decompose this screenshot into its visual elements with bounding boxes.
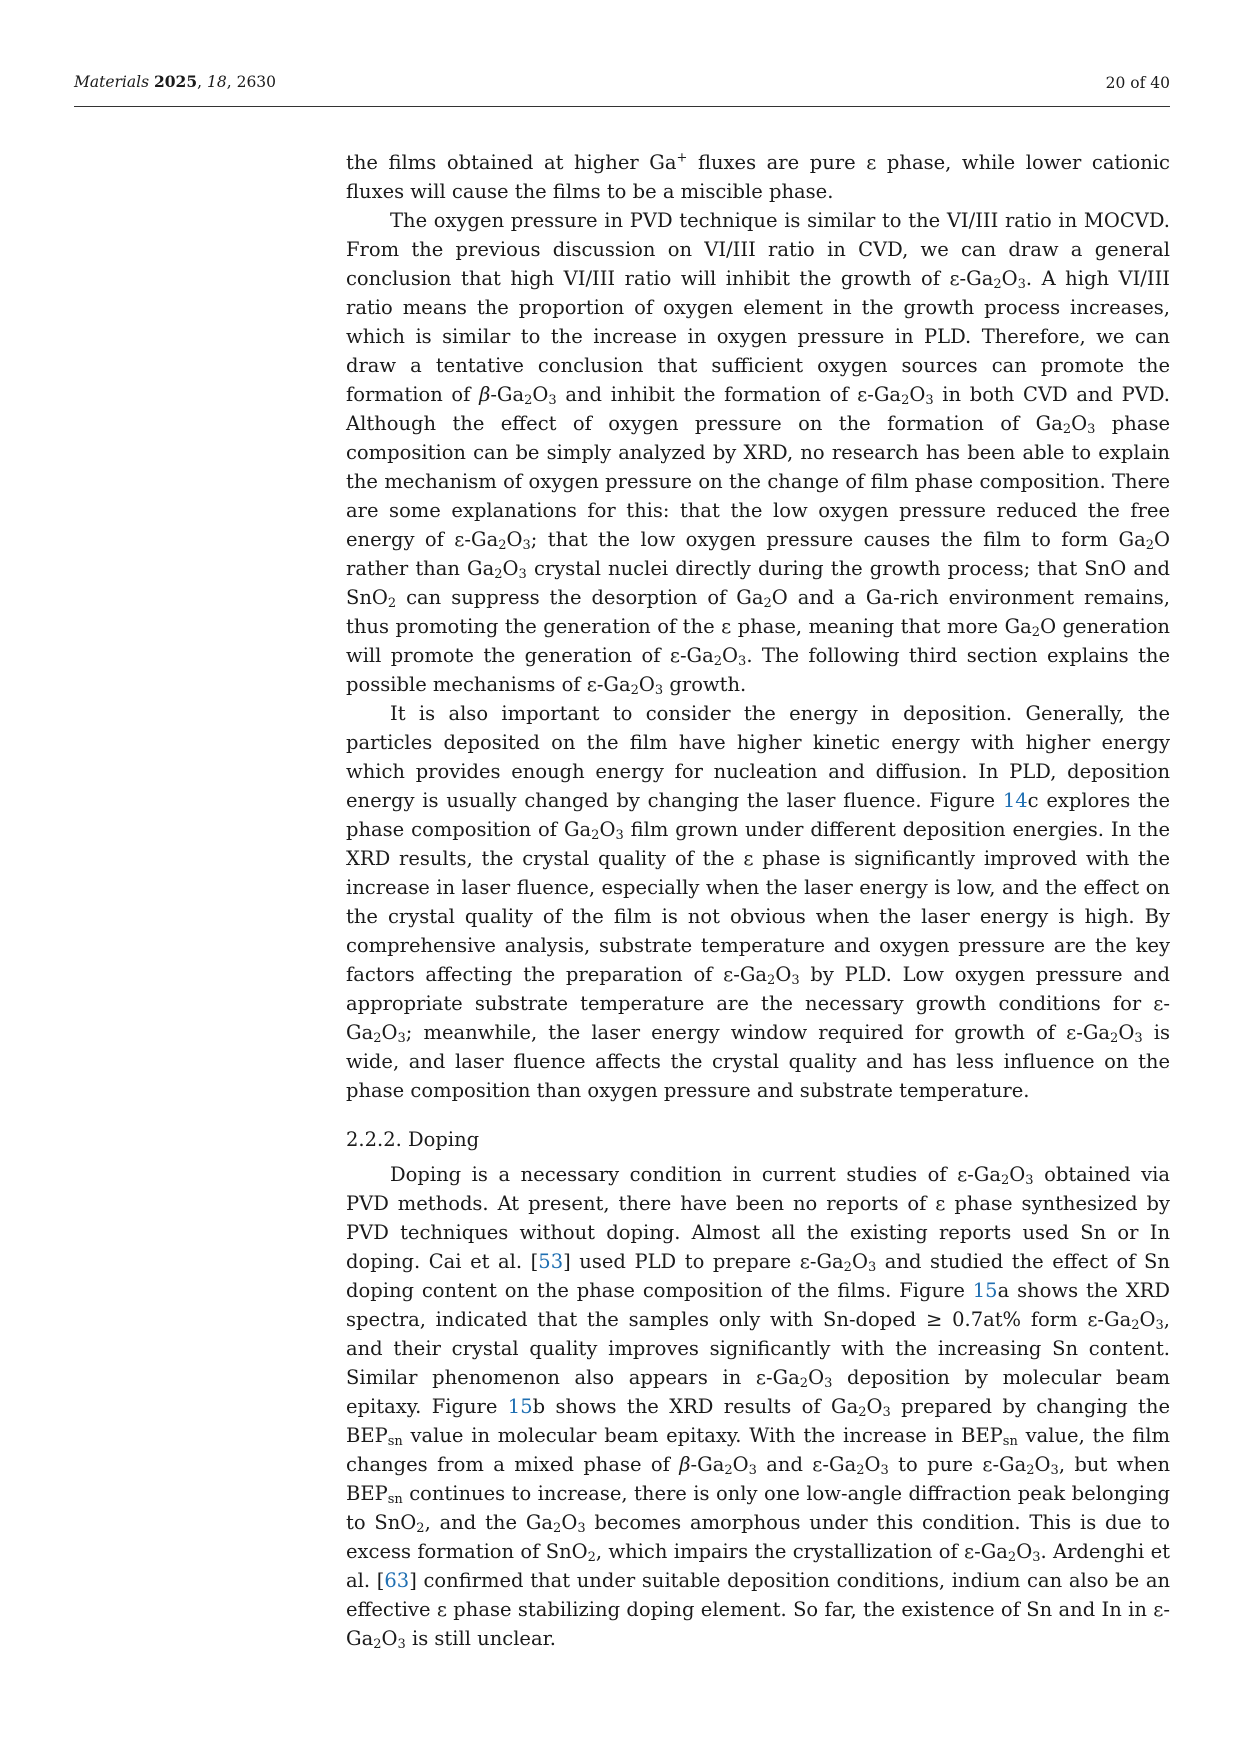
- journal-citation: Materials 2025, 18, 2630: [74, 72, 277, 91]
- main-text: [346, 148, 1170, 1653]
- reference-63-link[interactable]: 63: [384, 1569, 410, 1592]
- page-header: [74, 72, 1170, 107]
- paragraph-4: Doping is a necessary condition in current studies of $\varepsilon-Ga_2O_3$ obtained via PVD methods. At present, there have been no reports of ε phase synthesized by PVD techniques without doping. Almost all the existing reports used Sn or In doping. Cai et al. [53] used PLD to prepare $\varepsilon-Ga_2O_3$ and studied the effect of Sn doping content on the phase composition of the films. Figure 15a shows the XRD spectra, indicated that the samples only with Sn-doped ≥ 0.7at% form $\varepsilon-Ga_2O_3$, and their crystal quality improves significantly with the increasing Sn content. Similar phenomenon also appears in $\varepsilon-Ga_2O_3$ deposition by molecular beam epitaxy. Figure 15b shows the XRD results of $Ga_2O_3$ prepared by changing the $BEP_{sn}$ value in molecular beam epitaxy. With the increase in $BEP_{sn}$ value, the film changes from a mixed phase of $\beta-Ga_2O_3$ and $\varepsilon-Ga_2O_3$ to pure $\varepsilon-Ga_2O_3$, but when $BEP_{sn}$ continues to increase, there is only one low-angle diffraction peak belonging to SnO$_2$, and the $Ga_2O_3$ becomes amorphous under this condition. This is due to excess formation of SnO$_2$, which impairs the crystallization of $\varepsilon-Ga_2O_3$. Ardenghi et al. [63] confirmed that under suitable deposition conditions, indium can also be an effective ε phase stabilizing doping element. So far, the existence of Sn and In in $\varepsilon-Ga_2O_3$ is still unclear.: [346, 1163, 1171, 1652]
- paragraph-1: the films obtained at higher Ga+ fluxes are pure ε phase, while lower cationic fluxes will cause the films to be a miscible phase.: [346, 150, 1170, 203]
- figure-15-link-b[interactable]: 15: [507, 1395, 533, 1418]
- figure-14-link[interactable]: 14: [1002, 789, 1028, 812]
- page-number: 20 of 40: [1105, 74, 1170, 92]
- section-heading: 2.2.2. Doping: [346, 1128, 480, 1151]
- reference-53-link[interactable]: 53: [538, 1250, 564, 1273]
- figure-15-link[interactable]: 15: [972, 1279, 998, 1302]
- paragraph-2: The oxygen pressure in PVD technique is similar to the VI/III ratio in MOCVD. From the previous discussion on VI/III ratio in CVD, we can draw a general conclusion that high VI/III ratio will inhibit the growth of $\varepsilon-Ga_2O_3$. A high VI/III ratio means the proportion of oxygen element in the growth process increases, which is similar to the increase in oxygen pressure in PLD. Therefore, we can draw a tentative conclusion that sufficient oxygen sources can promote the formation of $\beta-Ga_2O_3$ and inhibit the formation of $\varepsilon-Ga_2O_3$ in both CVD and PVD. Although the effect of oxygen pressure on the formation of $Ga_2O_3$ phase composition can be simply analyzed by XRD, no research has been able to explain the mechanism of oxygen pressure on the change of film phase composition. There are some explanations for this: that the low oxygen pressure reduced the free energy of $\varepsilon-Ga_2O_3$; that the low oxygen pressure causes the film to form $Ga_2O$ rather than $Ga_2O_3$ crystal nuclei directly during the growth process; that SnO and SnO$_2$ can suppress the desorption of $Ga_2O$ and a Ga-rich environment remains, thus promoting the generation of the ε phase, meaning that more $Ga_2O$ generation will promote the generation of $\varepsilon-Ga_2O_3$. The following third section explains the possible mechanisms of $\varepsilon-Ga_2O_3$ growth.: [346, 209, 1171, 698]
- paragraph-3: It is also important to consider the energy in deposition. Generally, the particles deposited on the film have higher kinetic energy with higher energy which provides enough energy for nucleation and diffusion. In PLD, deposition energy is usually changed by changing the laser fluence. Figure 14c explores the phase composition of $Ga_2O_3$ film grown under different deposition energies. In the XRD results, the crystal quality of the ε phase is significantly improved with the increase in laser fluence, especially when the laser energy is low, and the effect on the crystal quality of the film is not obvious when the laser energy is high. By comprehensive analysis, substrate temperature and oxygen pressure are the key factors affecting the preparation of $\varepsilon-Ga_2O_3$ by PLD. Low oxygen pressure and appropriate substrate temperature are the necessary growth conditions for $\varepsilon-Ga_2O_3$; meanwhile, the laser energy window required for growth of $\varepsilon-Ga_2O_3$ is wide, and laser fluence affects the crystal quality and has less influence on the phase composition than oxygen pressure and substrate temperature.: [346, 702, 1171, 1102]
